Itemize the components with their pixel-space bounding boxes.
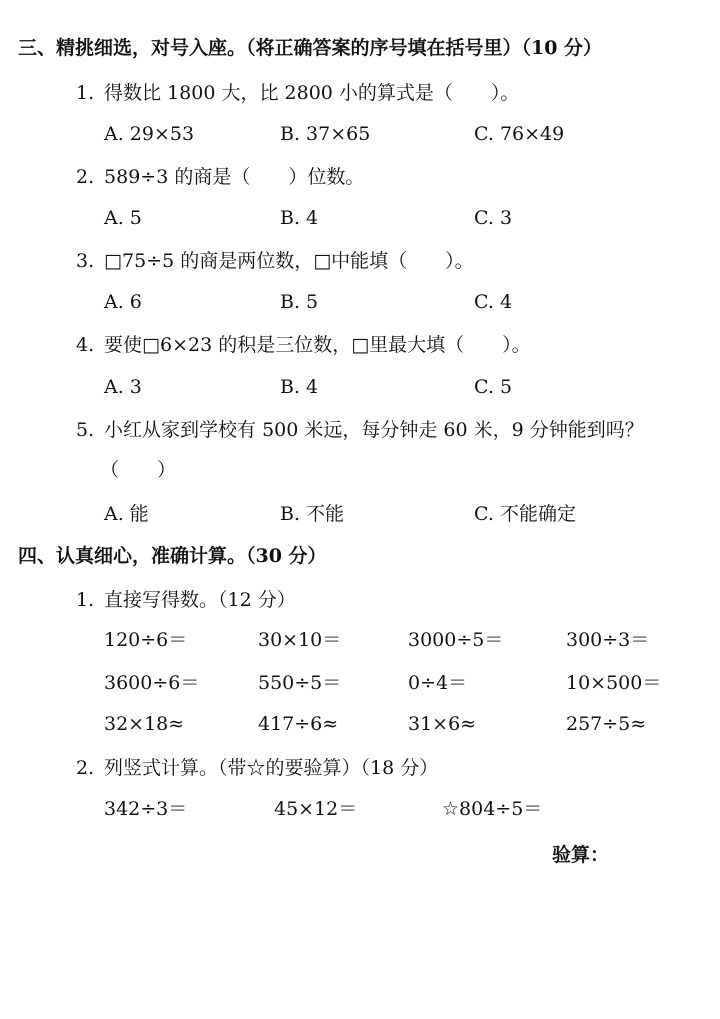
q1-option-b: B. 37×65 bbox=[280, 123, 371, 145]
q4-option-b: B. 4 bbox=[280, 376, 319, 398]
question-2-number: 2. bbox=[76, 166, 95, 188]
part-1-heading bbox=[76, 588, 296, 612]
q2-option-b: B. 4 bbox=[280, 207, 319, 229]
question-5 bbox=[76, 418, 644, 442]
q3-option-a: A. 6 bbox=[104, 291, 142, 313]
question-2 bbox=[76, 165, 364, 189]
question-5-answer-blank: （ ） bbox=[100, 459, 177, 481]
q5-option-c: C. 不能确定 bbox=[474, 503, 576, 525]
section-3-title: 三、精挑细选，对号入座。（将正确答案的序号填在括号里）（10 分） bbox=[18, 37, 603, 59]
q1-option-a: A. 29×53 bbox=[104, 123, 195, 145]
question-3-text: □75÷5 的商是两位数，□中能填（ ）。 bbox=[104, 250, 474, 272]
calc-item: 550÷5＝ bbox=[258, 672, 342, 694]
question-4-text: 要使□6×23 的积是三位数，□里最大填（ ）。 bbox=[104, 334, 531, 356]
part-2-text: 列竖式计算。（带☆的要验算）（18 分） bbox=[104, 757, 439, 779]
q1-option-c: C. 76×49 bbox=[474, 123, 565, 145]
question-1 bbox=[76, 81, 519, 105]
vertical-calc-item: 342÷3＝ bbox=[104, 798, 188, 820]
q5-option-b: B. 不能 bbox=[280, 503, 345, 525]
vertical-calc-item-starred: ☆804÷5＝ bbox=[442, 798, 543, 820]
q2-option-a: A. 5 bbox=[104, 207, 142, 229]
calc-item: 120÷6＝ bbox=[104, 629, 188, 651]
question-4-number: 4. bbox=[76, 334, 95, 356]
calc-item: 417÷6≈ bbox=[258, 713, 339, 735]
calc-item: 32×18≈ bbox=[104, 713, 185, 735]
question-3-number: 3. bbox=[76, 250, 95, 272]
q3-option-c: C. 4 bbox=[474, 291, 513, 313]
part-1-text: 直接写得数。（12 分） bbox=[104, 589, 296, 611]
question-2-text: 589÷3 的商是（ ）位数。 bbox=[104, 166, 365, 188]
q3-option-b: B. 5 bbox=[280, 291, 319, 313]
q4-option-c: C. 5 bbox=[474, 376, 513, 398]
calc-item: 3000÷5＝ bbox=[408, 629, 504, 651]
vertical-calc-item: 45×12＝ bbox=[274, 798, 358, 820]
part-2-heading bbox=[76, 756, 438, 780]
calc-item: 31×6≈ bbox=[408, 713, 477, 735]
calc-item: 257÷5≈ bbox=[566, 713, 647, 735]
calc-item: 10×500＝ bbox=[566, 672, 662, 694]
calc-item: 30×10＝ bbox=[258, 629, 342, 651]
question-5-number: 5. bbox=[76, 419, 95, 441]
calc-item: 3600÷6＝ bbox=[104, 672, 200, 694]
check-label: 验算： bbox=[552, 844, 610, 866]
q5-option-a: A. 能 bbox=[104, 503, 149, 525]
q2-option-c: C. 3 bbox=[474, 207, 513, 229]
calc-item: 0÷4＝ bbox=[408, 672, 468, 694]
question-3 bbox=[76, 249, 474, 273]
question-1-number: 1. bbox=[76, 82, 95, 104]
part-2-number: 2. bbox=[76, 757, 95, 779]
calc-item: 300÷3＝ bbox=[566, 629, 650, 651]
question-4 bbox=[76, 333, 531, 357]
q4-option-a: A. 3 bbox=[104, 376, 142, 398]
question-1-text: 得数比 1800 大，比 2800 小的算式是（ ）。 bbox=[104, 82, 520, 104]
part-1-number: 1. bbox=[76, 589, 95, 611]
question-5-text: 小红从家到学校有 500 米远，每分钟走 60 米，9 分钟能到吗？ bbox=[104, 419, 644, 441]
section-4-title: 四、认真细心，准确计算。（30 分） bbox=[18, 545, 327, 567]
